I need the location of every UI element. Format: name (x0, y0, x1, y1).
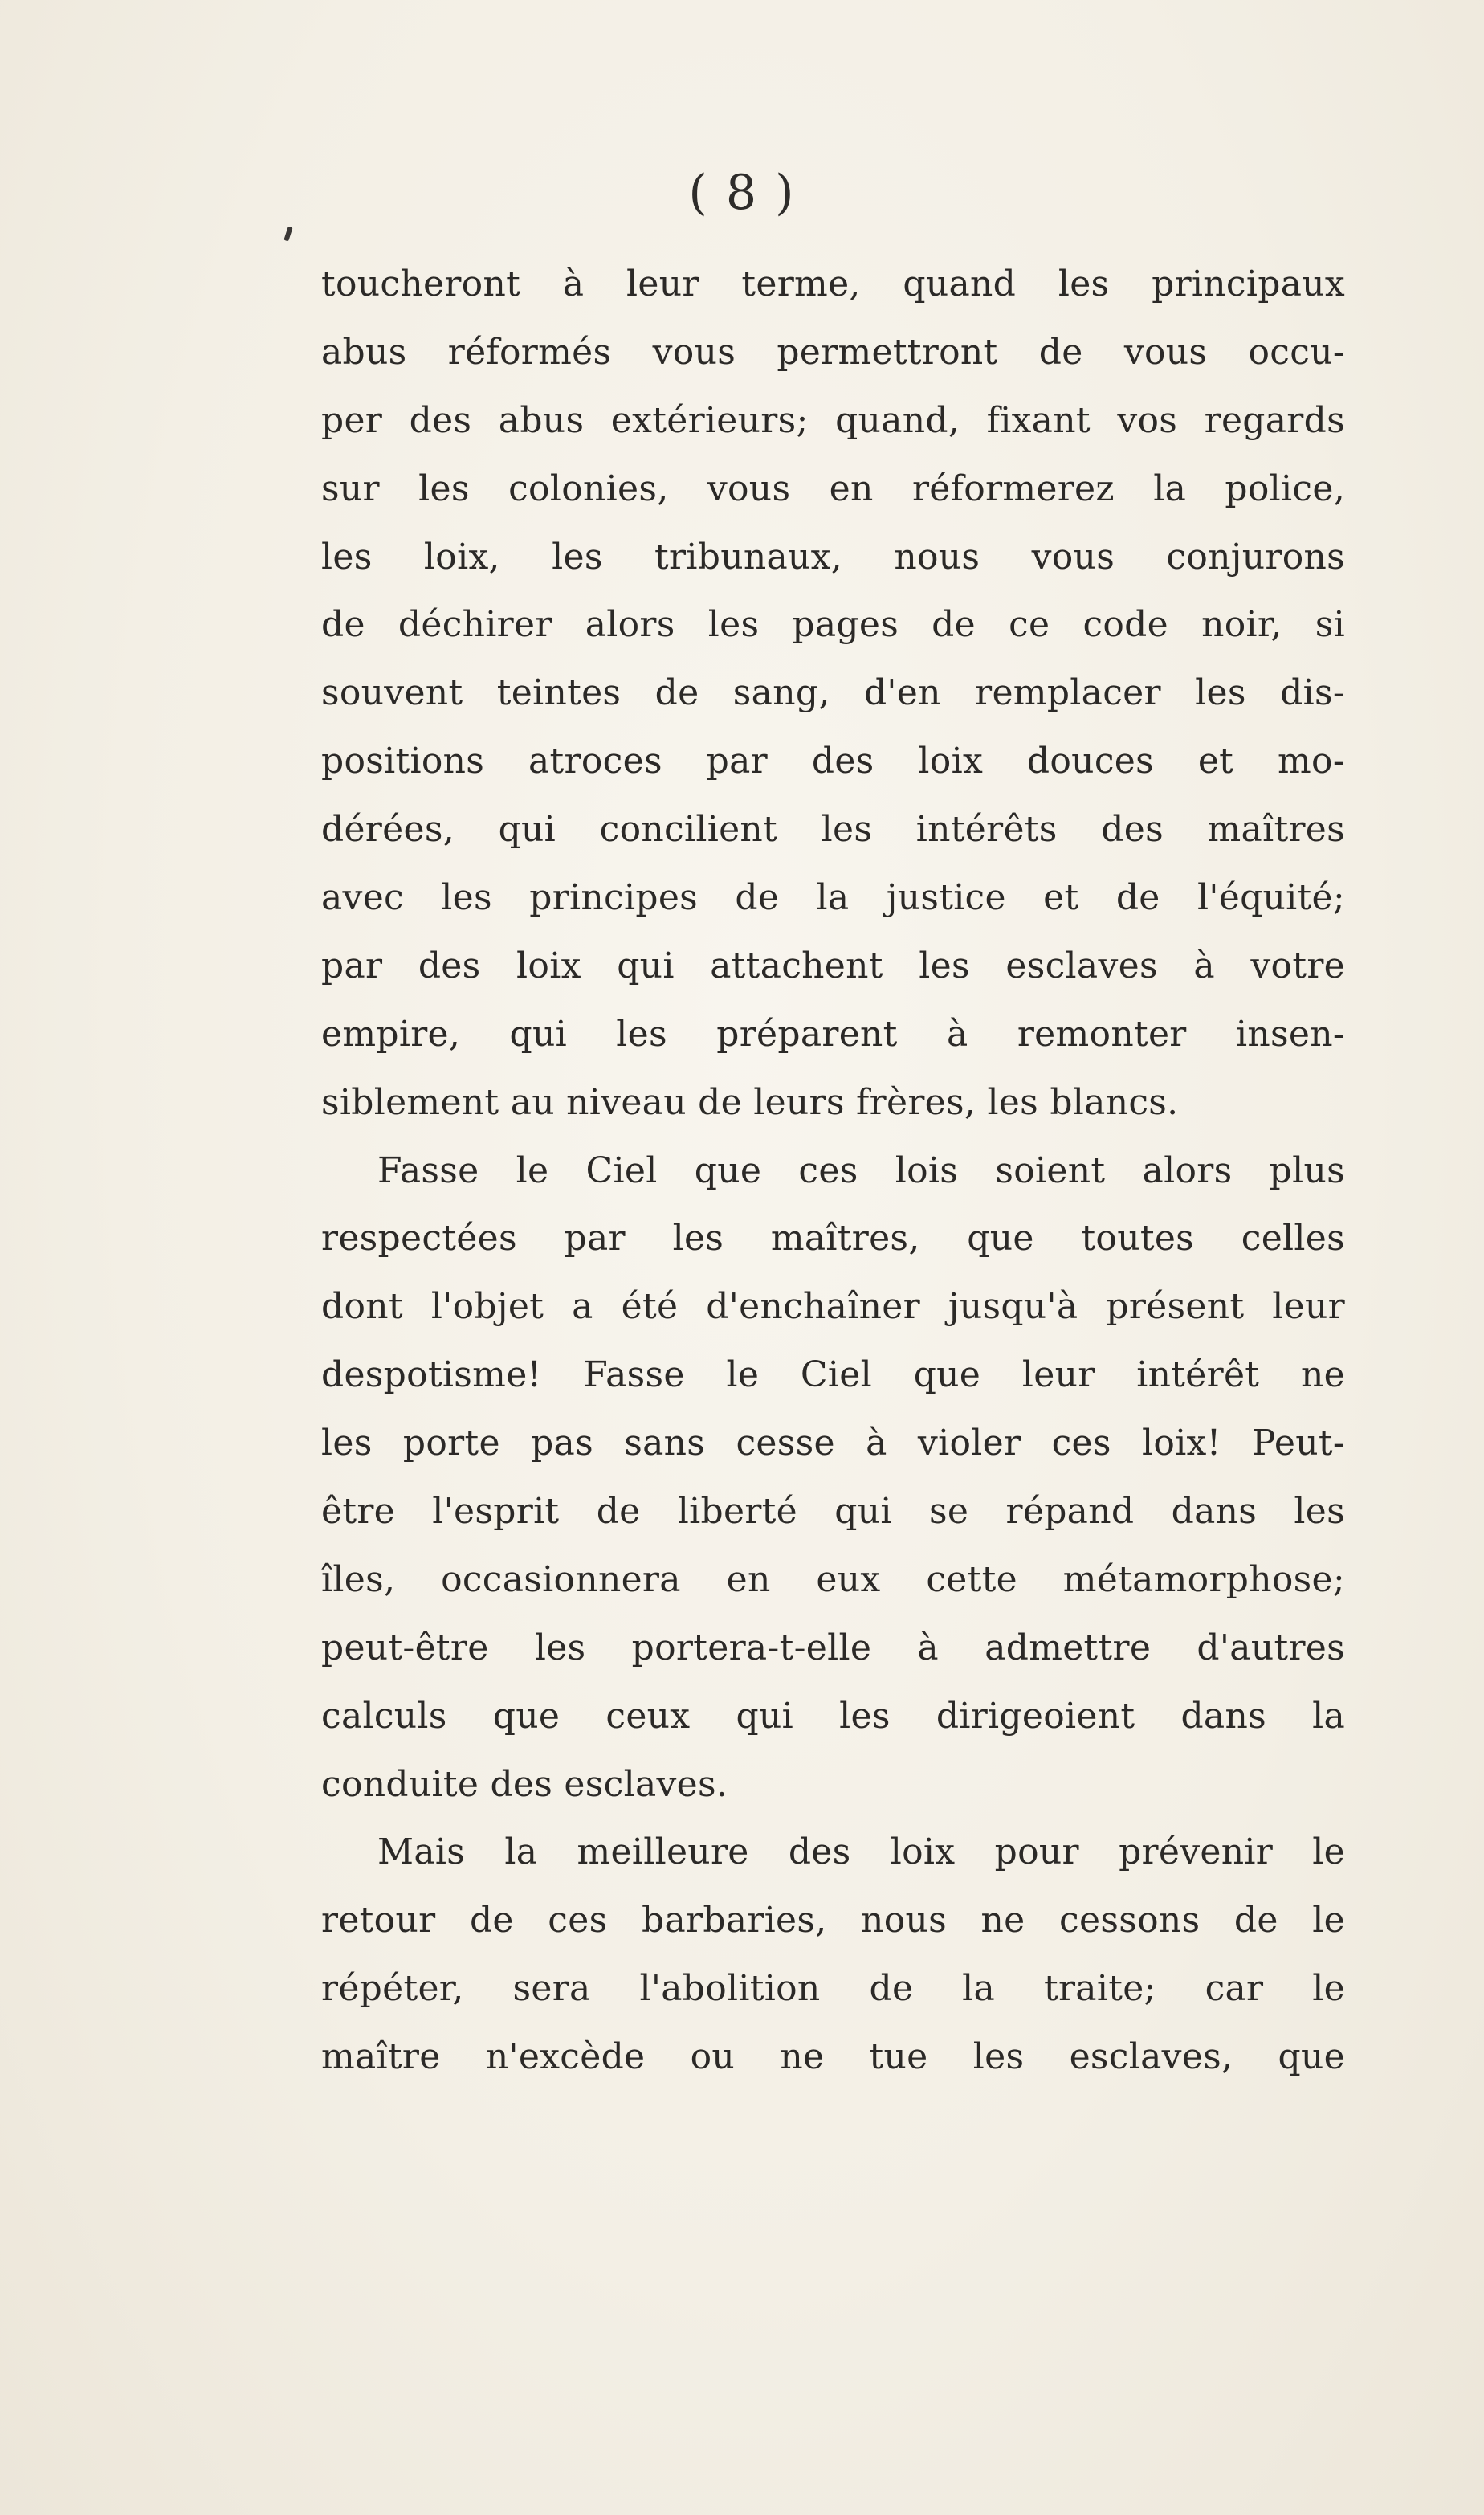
text-line: siblement au niveau de leurs frères, les blancs. (321, 1081, 1179, 1123)
page-number: ( 8 ) (688, 165, 796, 221)
text-line: positions atroces par des loix douces et mo- (321, 741, 1345, 782)
text-line: maître n'excède ou ne tue les esclaves, que (321, 2036, 1345, 2078)
text-line: répéter, sera l'abolition de la traite; car le (321, 1968, 1345, 2010)
text-line: conduite des esclaves. (321, 1763, 728, 1805)
text-line: par des loix qui attachent les esclaves à votre (321, 945, 1345, 986)
text-line: les porte pas sans cesse à violer ces loix! Peut- (321, 1423, 1345, 1464)
text-line: les loix, les tribunaux, nous vous conjurons (321, 536, 1345, 578)
text-line: de déchirer alors les pages de ce code noir, si (321, 604, 1345, 646)
text-line: despotisme! Fasse le Ciel que leur intérêt ne (321, 1354, 1345, 1396)
text-line: îles, occasionnera en eux cette métamorphose; (321, 1558, 1345, 1600)
text-line: être l'esprit de liberté qui se répand dans les (321, 1491, 1345, 1533)
text-line: dérées, qui concilient les intérêts des maîtres (321, 809, 1345, 851)
text-line: dont l'objet a été d'enchaîner jusqu'à présent leur (321, 1286, 1345, 1328)
text-line: Fasse le Ciel que ces lois soient alors plus (377, 1149, 1345, 1191)
body-text (321, 251, 1345, 2092)
text-line: empire, qui les préparent à remonter insen- (321, 1013, 1345, 1055)
text-line: souvent teintes de sang, d'en remplacer les dis- (321, 672, 1345, 714)
text-line: avec les principes de la justice et de l'équité; (321, 877, 1345, 919)
text-line: toucheront à leur terme, quand les principaux (321, 263, 1345, 304)
text-line: per des abus extérieurs; quand, fixant vos regards (321, 399, 1345, 441)
text-line: retour de ces barbaries, nous ne cessons de le (321, 1900, 1345, 1941)
ink-mark (283, 227, 292, 242)
text-line: calculs que ceux qui les dirigeoient dans la (321, 1695, 1345, 1737)
text-line: sur les colonies, vous en réformerez la police, (321, 467, 1345, 509)
text-line: Mais la meilleure des loix pour prévenir le (377, 1831, 1345, 1873)
text-line: peut-être les portera-t-elle à admettre d'autres (321, 1627, 1345, 1668)
text-line: respectées par les maîtres, que toutes celles (321, 1218, 1345, 1260)
text-line: abus réformés vous permettront de vous occu- (321, 331, 1345, 373)
